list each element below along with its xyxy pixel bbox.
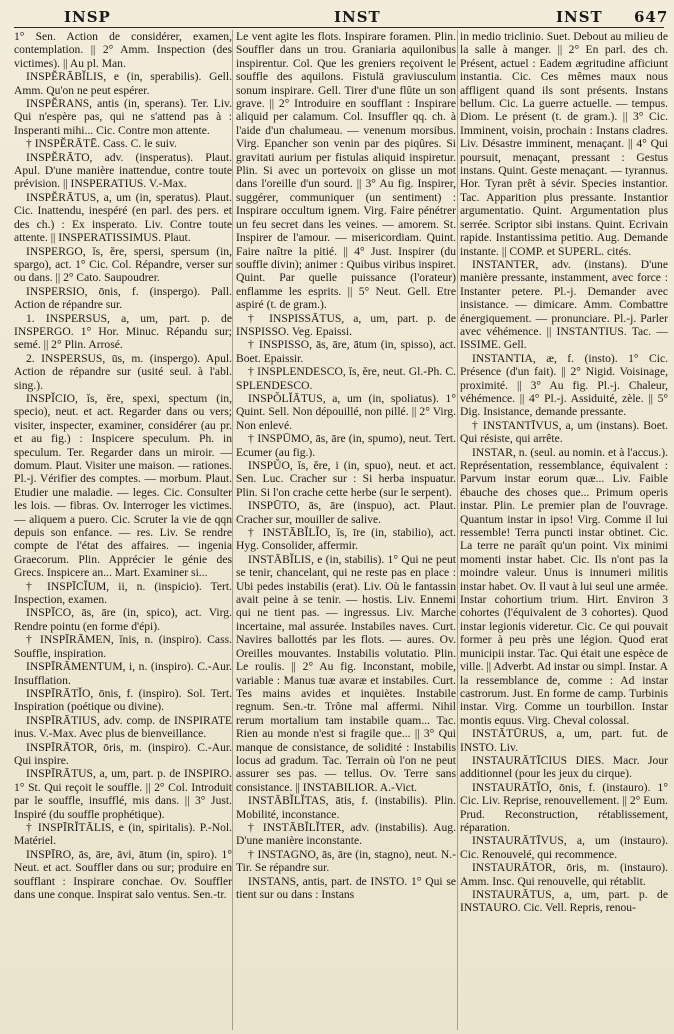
- dictionary-entry: INSTAR, n. (seul. au nomin. et à l'accus.). Représentation, ressemblance, équivalent : Parvum instar eorum quæ... Liv. Faible ébauche des choses que... Primum operis instar. Plin. Le premier plan de l'ouvrage. Quantum instar in ipso! Virg. Comme il lui ressemble! Terra puncti instar obtinet. Cic. La terre ne paraît qu'un point. Vix minimi momenti instar habet. Cic. Ils n'ont pas la moindre valeur. Unus is innumeri militis instar habet. Ov. Il vaut à lui seul une armée. Instar cohortium trium. Hirt. Environ 3 cohortes (l'équivalent de 3 cohortes). Quod instar legionis videretur. Cic. Ce qui pouvait former à peu près une légion. Quod erat municipii instar. Tac. Qui était une espèce de ville. || Adverbt. Ad instar ou simpl. Instar. A la ressemblance de, comme : Ad instar castrorum. Just. En forme de camp. Turbinis instar. Virg. Comme un tourbillon. Instar montis equus. Virg. Cheval colossal.: [460, 445, 668, 727]
- running-header: [14, 8, 669, 26]
- column-left: [14, 30, 232, 1030]
- dictionary-entry: INSTANTIA, æ, f. (insto). 1° Cic. Présence (d'un fait). || 2° Nigid. Voisinage, proximité. || 3° Au fig. Pl.-j. Chaleur, véhémence. || 4° Pl.-j. Assiduité, zèle. || 5° Dig. Insistance, demande pressante.: [460, 351, 668, 419]
- header-center-word: INST: [334, 8, 381, 26]
- dictionary-entry: INSTAURĀTOR, ōris, m. (instauro). Amm. Insc. Qui renouvelle, qui rétablit.: [460, 861, 668, 888]
- dictionary-entry: INSTAURĀTĬO, ōnis, f. (instauro). 1° Cic. Liv. Reprise, renouvellement. || 2° Eum. Prud. Reconstruction, rétablissement, réparation.: [460, 780, 668, 834]
- dictionary-entry: † INSPĪCĬUM, ii, n. (inspicio). Tert. Inspection, examen.: [14, 579, 232, 607]
- dictionary-entry: † INSPISSO, ās, āre, ātum (in, spisso), act. Boet. Epaissir.: [236, 338, 456, 365]
- dictionary-entry: INSPĔRANS, antis (in, sperans). Ter. Liv. Qui n'espère pas, qui ne s'attend pas à : Insperanti mihi... Cic. Contre mon attente.: [14, 97, 232, 137]
- column-middle: [236, 30, 456, 1030]
- dictionary-entry: INSTANS, antis, part. de INSTO. 1° Qui se tient sur ou dans : Instans: [236, 874, 456, 901]
- page-number: 647: [634, 8, 669, 26]
- dictionary-entry: INSPĪRĀTĬO, ōnis, f. (inspiro). Sol. Tert. Inspiration (poétique ou divine).: [14, 686, 232, 714]
- dictionary-entry: 1° Sen. Action de considérer, examen, contemplation. || 2° Amm. Inspection (des victimes). || Au pl. Man.: [14, 30, 232, 70]
- column-divider-1: [232, 30, 233, 1030]
- header-right-word: INST: [556, 8, 603, 26]
- dictionary-entry: † INSPISSĀTUS, a, um, part. p. de INSPISSO. Veg. Epaissi.: [236, 311, 456, 338]
- dictionary-entry: INSPŬO, ĭs, ĕre, i (in, spuo), neut. et act. Sen. Luc. Cracher sur : Si herba inspuatur. Plin. Si l'on crache cette herbe (sur le serpent).: [236, 459, 456, 499]
- dictionary-entry: INSPĔRĀTO, adv. (insperatus). Plaut. Apul. D'une manière inattendue, contre toute prévision. || INSPERATIUS. V.-Max.: [14, 150, 232, 191]
- dictionary-entry: INSTĀTŪRUS, a, um, part. fut. de INSTO. Liv.: [460, 727, 668, 754]
- dictionary-entry: INSPĬCIO, ĭs, ĕre, spexi, spectum (in, specio), neut. et act. Regarder dans ou vers; visiter, inspecter, examiner, considérer (au pr. et au fig.) : Inspicere speculum. Ph. in speculum. Ter. Regarder dans un miroir. — domum. Plaut. Visiter une maison. — rationes. Pl.-j. Vérifier des comptes. — morbum. Plaut. Etudier une maladie. — leges. Cic. Consulter les lois. — fibras. Ov. Interroger les victimes. — aliquem a puero. Cic. Scruter la vie de qqn depuis son enfance. — res. Liv. Se rendre compte de l'état des affaires. — ingenia Graecorum. Plin. Apprécier le génie des Grecs. Inspicere an... Mart. Examiner si...: [14, 391, 232, 580]
- dictionary-entry: INSPŪTO, ās, āre (inspuo), act. Plaut. Cracher sur, mouiller de salive.: [236, 499, 456, 526]
- dictionary-entry: INSPĪRĀTUS, a, um, part. p. de INSPIRO. 1° St. Qui reçoit le souffle. || 2° Col. Introduit par le souffle, insufflé, mis dans. || 3° Just. Inspiré (du souffle prophétique).: [14, 767, 232, 821]
- dictionary-entry: † INSPĪRĀMEN, ĭnis, n. (inspiro). Cass. Souffle, inspiration.: [14, 633, 232, 660]
- dictionary-entry: INSPŎLĬĀTUS, a, um (in, spoliatus). 1° Quint. Sell. Non dépouillé, non pillé. || 2° Virg. Non enlevé.: [236, 391, 456, 432]
- dictionary-entry: INSPĪCO, ās, āre (in, spico), act. Virg. Rendre pointu (en forme d'épi).: [14, 606, 232, 633]
- column-divider-2: [457, 30, 458, 1030]
- dictionary-entry: INSTAURĀTUS, a, um, part. p. de INSTAURO. Cic. Vell. Repris, renou-: [460, 888, 668, 915]
- dictionary-entry: INSPERSIO, ōnis, f. (inspergo). Pall. Action de répandre sur.: [14, 284, 232, 312]
- dictionary-entry: INSPĪRĀTIUS, adv. comp. de INSPIRATE inus. V.-Max. Avec plus de bienveillance.: [14, 713, 232, 741]
- dictionary-entry: INSTĀBĬLIS, e (in, stabilis). 1° Qui ne peut se tenir, chancelant, qui ne reste pas en place : Ubi pedes instabilis (erat). Liv. Où le fantassin avait peine à se tenir. — hostis. Liv. Ennemi qui ne tient pas. — ingressus. Liv. Marche incertaine, mal assurée. Instabiles naves. Curt. Navires ballottés par les flots. — aures. Ov. Oreilles mouvantes. Instabilis volutatio. Plin. Le roulis. || 2° Au fig. Inconstant, mobile, variable : Manus tuæ avaræ et instabiles. Curt. Tes mains avides et inquiètes. Instabile regnum. Sen.-tr. Trône mal affermi. Nihil rerum mortalium tam instabile quam... Tac. Rien au monde n'est si fragile que... || 3° Qui manque de consistance, de solidité : Instabilis locus ad gradum. Tac. Terrain où l'on ne peut assurer ses pas. — tellus. Ov. Terre sans consistance. || INSTABILIOR. A.-Vict.: [236, 552, 456, 794]
- dictionary-entry: † INSPĔRĀTĒ. Cass. C. le suiv.: [26, 137, 177, 151]
- dictionary-entry: † INSTĀBĬLĬTER, adv. (instabilis). Aug. D'une manière inconstante.: [236, 820, 456, 848]
- dictionary-entry: † INSPŪMO, ās, āre (in, spumo), neut. Tert. Ecumer (au fig.).: [236, 432, 456, 459]
- dictionary-entry: 2. INSPERSUS, ūs, m. (inspergo). Apul. Action de répandre sur (usité seul. à l'abl. sing.).: [14, 351, 232, 392]
- dictionary-entry: Le vent agite les flots. Inspirare foramen. Plin. Souffler dans un trou. Graniaria aquilonibus inspirentur. Col. Que les greniers reçoivent le souffle des aquilons. Fistulā graviusculum sonum inspirare. Gell. Tirer d'une flûte un son grave. || 2° Introduire en soufflant : Inspirare aliquid per calamum. Col. Insuffler qq. ch. à l'aide d'un chalumeau. — venenum morsibus. Virg. Epancher son venin par des piqûres. Si gravitati aurium per fistulas aliquid inspiretur. Plin. Si avec un portevoix on glisse un mot dans l'oreille d'un sourd. || 3° Au fig. Inspirer, suggérer, communiquer (un sentiment) : Inspirare occultum ignem. Virg. Faire pénétrer un feu secret dans les veines. — amorem. St. Inspirer de l'amour. — misericordiam. Quint. Faire naître la pitié. || 4° Just. Inspirer (du souffle divin); animer : Quibus viribus inspiret. Quint. Par quelle puissance (l'orateur) enflamme les esprits. || 5° Neut. Gell. Etre aspiré (t. de gram.).: [236, 30, 456, 312]
- dictionary-entry: † INSPĪRĬTĀLIS, e (in, spiritalis). P.-Nol. Matériel.: [14, 820, 232, 848]
- dictionary-entry: in medio triclinio. Suet. Debout au milieu de la salle à manger. || 2° En parl. des ch. Présent, actuel : Eadem ægritudine afficiunt instantia. Cic. Ces mêmes maux nous affligent quand ils sont présents. Instans bellum. Cic. La guerre actuelle. — tempus. Diom. Le présent (t. de gram.). || 3° Cic. Imminent, voisin, prochain : Instans cladres. Liv. Désastre imminent, menaçant. || 4° Qui poursuit, menaçant, pressant : Gestus instans. Quint. Geste menaçant. — tyrannus. Hor. Tyran prêt à sévir. Species instantior. Tac. Apparition plus pressante. Instantior argumentatio. Quint. Argumentation plus serrée. Scriptor sibi instans. Quint. Ecrivain rapide. Instantissima petitio. Aug. Demande instante. || COMP. et SUPERL. cités.: [460, 30, 668, 258]
- dictionary-entry: 1. INSPERSUS, a, um, part. p. de INSPERGO. 1° Hor. Minuc. Répandu sur; semé. || 2° Plin. Arrosé.: [14, 311, 232, 352]
- dictionary-entry: † INSPLENDESCO, ĭs, ĕre, neut. Gl.-Ph. C. SPLENDESCO.: [236, 365, 456, 392]
- header-rule: [14, 27, 664, 28]
- dictionary-entry: INSPĪRO, ās, āre, āvi, ātum (in, spiro). 1° Neut. et act. Souffler dans ou sur; produire en soufflant : Inspirare conchae. Ov. Souffler dans une conque. Inspirat salo ventus. Sen.-tr.: [14, 847, 232, 901]
- dictionary-entry: † INSTĀBĬLĬO, ĭs, īre (in, stabilio), act. Hyg. Consolider, affermir.: [236, 526, 456, 553]
- dictionary-entry: † INSTAGNO, ās, āre (in, stagno), neut. N.-Tir. Se répandre sur.: [236, 847, 456, 875]
- dictionary-entry: INSPĪRĀTOR, ōris, m. (inspiro). C.-Aur. Qui inspire.: [14, 740, 232, 767]
- dictionary-entry: † INSTANTĪVUS, a, um (instans). Boet. Qui résiste, qui arrête.: [460, 418, 668, 446]
- dictionary-entry: INSPĪRĀMENTUM, i, n. (inspiro). C.-Aur. Insufflation.: [14, 660, 232, 687]
- dictionary-entry: INSPERGO, ĭs, ĕre, spersi, spersum (in, spargo), act. 1° Cic. Col. Répandre, verser sur ou dans. || 2° Cato. Saupoudrer.: [14, 244, 232, 285]
- dictionary-entry: INSTANTER, adv. (instans). D'une manière pressante, instamment, avec force : Instanter petere. Pl.-j. Demander avec insistance. — dimicare. Amm. Combattre énergiquement. — pronunciare. Pl.-j. Parler avec véhémence. || INSTANTIUS. Tac. — ISSIME. Gell.: [460, 257, 668, 352]
- dictionary-entry: INSTAURĀTĪCIUS DIES. Macr. Jour additionnel (pour les jeux du cirque).: [460, 753, 668, 781]
- header-left-word: INSP: [64, 8, 111, 26]
- dictionary-entry: INSTĀBĬLĬTAS, ātis, f. (instabilis). Plin. Mobilité, inconstance.: [236, 794, 456, 821]
- dictionary-entry: INSPĔRĀBĬLIS, e (in, sperabilis). Gell. Amm. Qu'on ne peut espérer.: [14, 70, 232, 97]
- dictionary-entry: INSPĔRĀTUS, a, um (in, speratus). Plaut. Cic. Inattendu, inespéré (en parl. des pers. et des ch.) : Ex insperato. Liv. Contre toute attente. || INSPERATISSIMUS. Plaut.: [14, 190, 232, 245]
- dictionary-entry: INSTAURĀTĪVUS, a, um (instauro). Cic. Renouvelé, qui recommence.: [460, 834, 668, 861]
- column-right: [460, 30, 668, 1030]
